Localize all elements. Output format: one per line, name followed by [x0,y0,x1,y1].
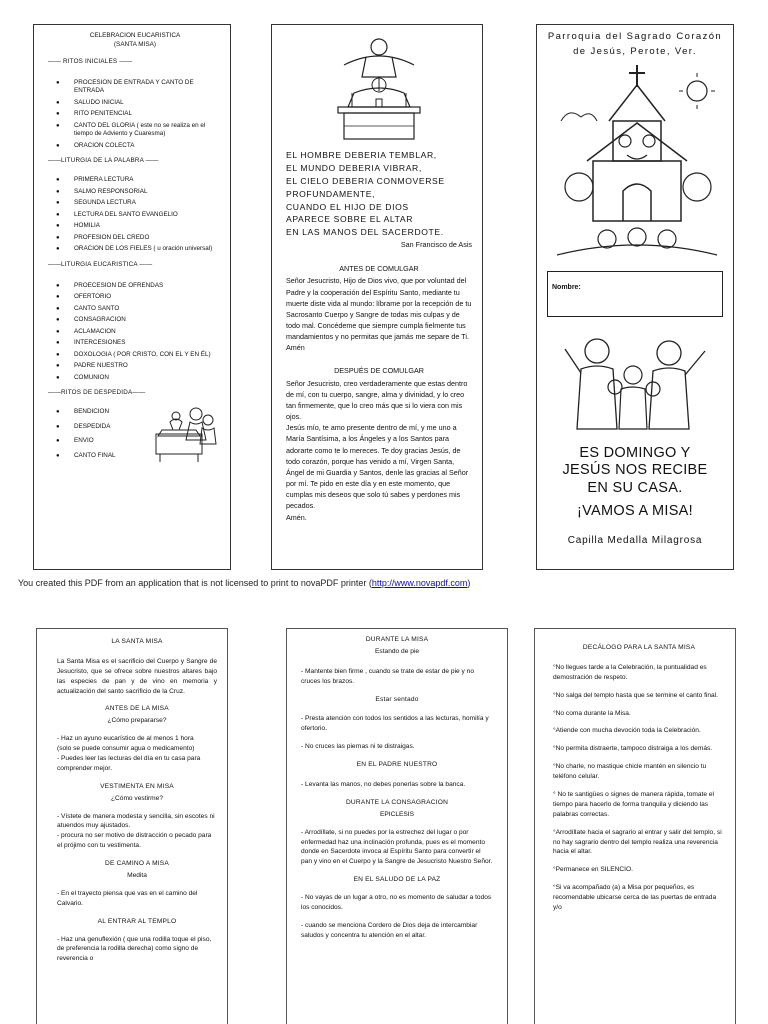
chapel-name: Capilla Medalla Milagrosa [567,534,703,546]
slogan-line-1: ES DOMINGO Y [579,445,691,461]
name-field[interactable] [547,271,723,317]
ritos-despedida-list [48,408,138,460]
list-item: ● CANTO DEL GLORIA ( este no se realiza en el tiempo de Adviento y Cuaresma) [48,122,222,139]
quote-line: EL MUNDO DEBERIA VIBRAR, [286,162,422,173]
before-mass-text-1: - Haz un ayuno eucarístico de al menos 1 hora [57,735,194,743]
list-item: ● ORACION DE LOS FIELES ( u oración universal) [48,245,222,254]
decalogue-item: °No salga del templo hasta que se termine el canto final. [553,691,719,699]
decalogue-item: °No charle, no mastique chicle mantén en silencio tu teléfono celular. [553,763,707,781]
list-item: ● COMUNION [48,374,222,383]
list-item: ● SALUDO INICIAL [48,99,222,108]
list-item: ● INTERCESIONES [48,339,222,348]
standing-subheading: Estando de pie [375,647,419,655]
quote-author: San Francisco de Asis [400,240,472,250]
list-item: ● HOMILIA [48,222,222,231]
prayers-panel [271,24,483,570]
decalogue-item: °Permanece en SILENCIO. [553,866,633,874]
novapdf-link[interactable]: http://www.novapdf.com [371,578,468,588]
list-item: ● SEGUNDA LECTURA [48,199,222,208]
list-item: ● PRIMERA LECTURA [48,176,222,185]
before-mass-text-3: - Puedes leer las lecturas del día en tu casa para comprender mejor. [57,755,201,772]
parish-location: de Jesús, Perote, Ver. [573,46,697,57]
way-to-mass-heading: DE CAMINO A MISA [104,860,170,868]
during-mass-panel [286,628,508,1024]
santa-misa-panel [36,628,228,1024]
list-item: ● CANTO SANTO [48,305,222,314]
way-to-mass-text: - En el trayecto piensa que vas en el camino del Calvario. [57,889,198,907]
list-item: ● PADRE NUESTRO [48,362,222,371]
ritos-iniciales-list [48,79,222,151]
list-item: ● PROECESION DE OFRENDAS [48,282,222,291]
list-item: ● CANTO FINAL [48,452,138,461]
list-item: ● PROFESION DEL CREDO [48,234,222,243]
eucharist-illustration [152,394,218,464]
after-communion-prayer-2: Jesús mío, te amo presente dentro de mí, y me uno a María Santísima, a los Ángeles y a los Santos para adorarte como te lo mereces. Te doy gracias Jesús, de todo corazón, porque has venido a mí, Virgen Santa, Ángel de mi Guardia y Santos, denle las gracias al Señor por mí. Te pido en este día y en este momento, que cumplas mis deseos que solo tú sabes y perdones mis pecados. [286,423,469,511]
way-to-mass-subheading: Medita [127,872,147,880]
novapdf-notice-end: ) [467,578,471,588]
priest-altar-illustration [324,33,434,145]
quote-line: PROFUNDAMENTE, [286,188,376,199]
church-illustration [547,61,723,257]
order-subtitle: (SANTA MISA) [113,41,157,49]
novapdf-notice [18,578,470,588]
liturgia-palabra-list [48,176,222,254]
list-item: ● OFERTORIO [48,293,222,302]
decalogue-item: °No llegues tarde a la Celebración, la puntualidad es demostración de respeto. [553,663,707,681]
after-communion-prayer-1: Señor Jesucristo, creo verdaderamente que estas dentro de mí, con tu cuerpo, sangre, alma y divinidad, y lo creo tan firmemente, que lo creo más que si lo viera con mis ojos. [286,378,468,422]
order-title: CELEBRACION EUCARISTICA [89,32,181,39]
quote-line: APARECE SOBRE EL ALTAR [286,214,414,225]
list-item: ● PROCESION DE ENTRADA Y CANTO DE ENTRADA [48,79,222,96]
section-ritos-despedida: ——RITOS DE DESPEDIDA—— [48,389,146,397]
attire-subheading: ¿Cómo vestirme? [110,794,164,802]
section-liturgia-eucaristica: ——LITURGIA EUCARISTICA —— [48,260,153,268]
entering-temple-text: - Haz una genuflexión ( que una rodilla toque el piso, de preferencia la rodilla derecha) como signo de reverencia o [57,935,212,963]
list-item: ● DOXOLOGIA ( POR CRISTO, CON EL Y EN ÉL) [48,351,222,360]
decalogue-item: °No coma durante la Misa. [553,709,631,717]
parish-name: Parroquia del Sagrado Corazón [547,31,723,42]
quote-line: EL CIELO DEBERIA CONMOVERSE [286,175,445,186]
peace-greeting-text-2: - cuando se menciona Cordero de Dios deja de intercambiar saludos y concentra tu atención en el altar. [301,921,478,939]
name-field-label: Nombre: [552,284,581,291]
quote-line: EN LAS MANOS DEL SACERDOTE. [286,227,444,238]
attire-heading: VESTIMENTA EN MISA [100,782,174,790]
list-item: ● DESPEDIDA [48,423,138,432]
epiclesis-subheading: EPICLESIS [379,810,415,818]
before-mass-subheading: ¿Cómo prepararse? [107,717,167,725]
consecration-heading: DURANTE LA CONSAGRACION [345,798,449,806]
entering-temple-heading: AL ENTRAR AL TEMPLO [97,917,177,925]
after-communion-amen: Amén. [286,512,307,522]
slogan-line-4: ¡VAMOS A MISA! [577,503,693,520]
consecration-text: - Arrodíllate, si no puedes por la estrechez del lugar o por enfermedad haz una inclinación profunda, pues es el momento donde en Sacerdote invoca al Espíritu Santo para convertir el pan y vino en el Cuerpo y la Sangre de Jesucristo Nuestro Señor. [301,828,493,866]
decalogue-title: DECÁLOGO PARA LA SANTA MISA [582,644,696,651]
our-father-heading: EN EL PADRE NUESTRO [356,761,438,769]
list-item: ● ORACION COLECTA [48,142,222,151]
standing-text: - Mantente bien firme , cuando se trate de estar de pie y no cruces los brazos. [301,667,475,685]
novapdf-notice-text: You created this PDF from an application that is not licensed to print to novaPDF printer ( [18,578,372,588]
list-item: ● BENDICION [48,408,138,417]
list-item: ● SALMO RESPONSORIAL [48,188,222,197]
quote-line: EL HOMBRE DEBERIA TEMBLAR, [286,150,437,160]
decalogue-item: °Si va acompañado (a) a Misa por pequeños, es recomendable ubicarse cerca de las puertas de entrada y/o [553,884,717,912]
sitting-text-1: - Presta atención con todos los sentidos a las lecturas, homilía y ofertorio. [301,715,489,733]
cover-panel [536,24,734,570]
list-item: ● RITO PENITENCIAL [48,110,222,119]
liturgia-eucaristica-list [48,282,222,383]
before-mass-heading: ANTES DE LA MISA [105,705,169,713]
santa-misa-title: LA SANTA MISA [111,638,163,645]
our-father-text: - Levanta las manos, no debes ponerlas sobre la banca. [301,781,466,789]
before-communion-prayer: Señor Jesucristo, Hijo de Dios vivo, que por voluntad del Padre y la cooperación del Espíritu Santo, mediante tu muerte diste vida al mundo: líbrame por la recepción de tu Sacrosanto Cuerpo y Sangre de todas mis culpas y de todo mal. Concédeme que siempre cumpla fielmente tus mandamientos y no permitas que jamás me separe de Ti. Amén [286,276,472,353]
santa-misa-intro: La Santa Misa es el sacrificio del Cuerpo y Sangre de Jesucristo, que se ofrece sobre nuestros altares bajo las especies de pan y de vino en memoria y actualización del santo sacrificio de la Cruz. [57,657,217,695]
sitting-heading: Estar sentado [375,695,419,703]
liturgy-order-panel [33,24,231,570]
slogan-line-3: EN SU CASA. [587,479,683,496]
section-liturgia-palabra: ——LITURGIA DE LA PALABRA —— [48,157,159,165]
saint-francis-quote [286,149,472,239]
during-mass-title: DURANTE LA MISA [365,636,429,643]
decalogue-item: °Atiende con mucha devoción toda la Celebración. [553,727,701,735]
decalogue-item: °No permita distraerte, tampoco distraiga a los demás. [553,745,713,753]
list-item: ● CONSAGRACION [48,316,222,325]
after-communion-title: DESPUÉS DE COMULGAR [334,366,424,376]
before-mass-text-2: (solo se puede consumir agua o medicamento) [57,745,195,753]
section-ritos-iniciales: —— RITOS INICIALES —— [48,57,133,65]
sitting-text-2: - No cruces las piernas ni te distraigas. [301,743,415,751]
peace-greeting-heading: EN EL SALUDO DE LA PAZ [353,876,441,884]
slogan-line-2: JESÚS NOS RECIBE [562,462,708,479]
peace-greeting-text-1: - No vayas de un lugar a otro, no es momento de saludar a todos los conocidos. [301,894,492,912]
attire-text-1: - Vístete de manera modesta y sencilla, sin escotes ni atuendos muy ajustados. [57,812,215,830]
list-item: ● ENVIO [48,437,138,446]
before-communion-title: ANTES DE COMULGAR [339,264,419,274]
list-item: ● LECTURA DEL SANTO EVANGELIO [48,211,222,220]
family-illustration [557,329,713,433]
decalogue-panel [534,628,736,1024]
attire-text-2: - procura no ser motivo de distracción o pecado para el prójimo con tu vestimenta. [57,832,212,850]
list-item: ● ACLAMACION [48,328,222,337]
quote-line: CUANDO EL HIJO DE DIOS [286,201,409,212]
decalogue-item: ° No te santigües o signes de manera rápida, tomate el tiempo para hacerlo de forma tranquila y diciendo las palabras correctas. [553,791,714,818]
decalogue-item: °Arrodíllate hacia el sagrario al entrar y salir del templo, si no hay sagrario dentro del templo realiza una reverencia hacia el altar. [553,828,722,856]
